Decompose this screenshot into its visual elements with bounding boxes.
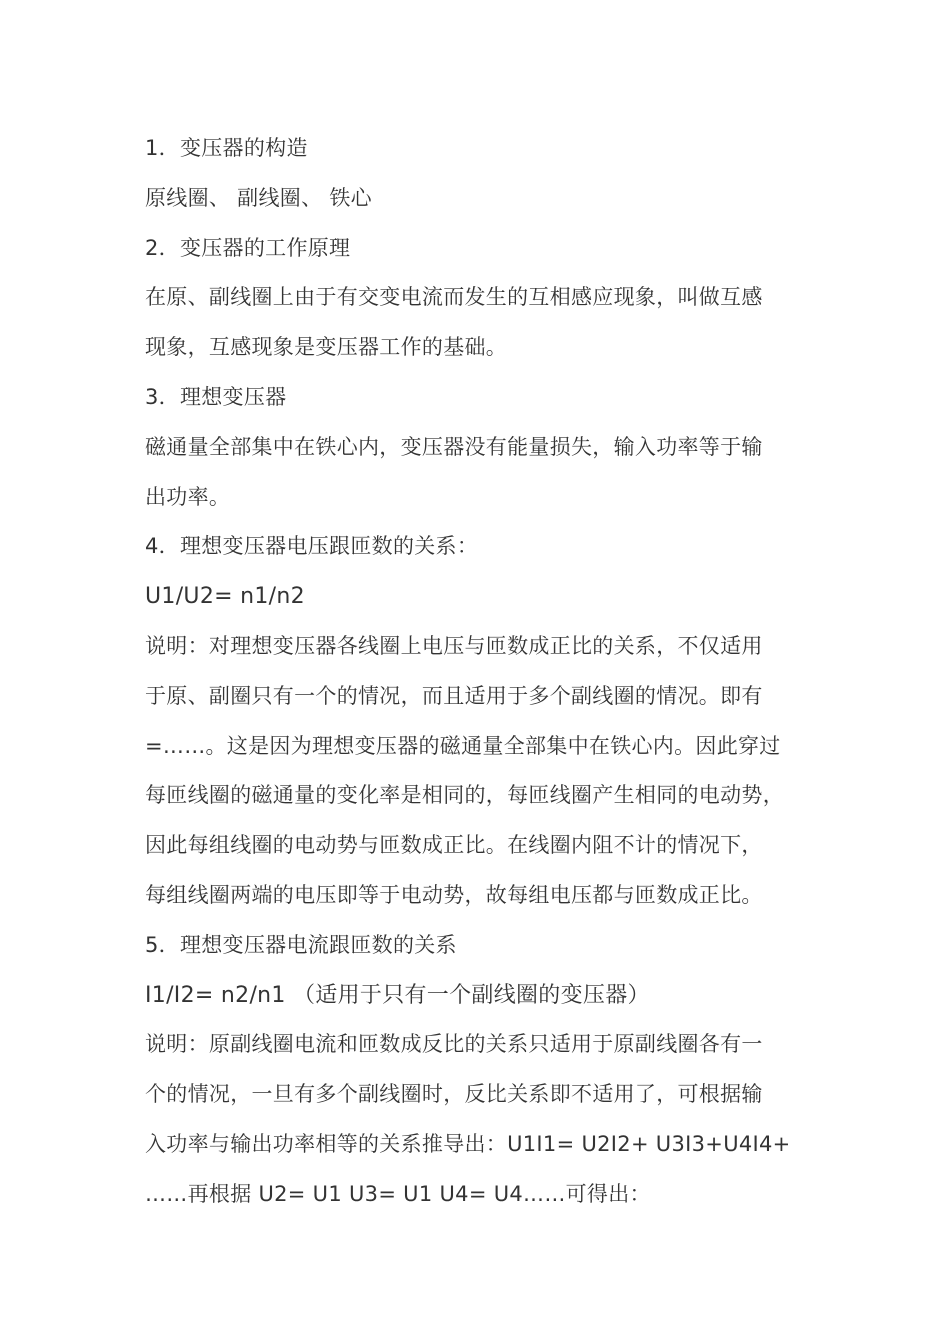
paragraph-line: ……再根据 U2= U1 U3= U1 U4= U4……可得出： [145, 1181, 651, 1206]
section-heading-current-ratio: 5．理想变压器电流跟匝数的关系 [145, 932, 457, 957]
paragraph-line: 每匝线圈的磁通量的变化率是相同的，每匝线圈产生相同的电动势， [145, 783, 784, 808]
paragraph-line: 因此每组线圈的电动势与匝数成正比。在线圈内阻不计的情况下， [145, 833, 763, 858]
paragraph-line: 说明：对理想变压器各线圈上电压与匝数成正比的关系，不仅适用 [145, 633, 763, 658]
paragraph-line: 出功率。 [145, 484, 231, 509]
paragraph-line: =……。这是因为理想变压器的磁通量全部集中在铁心内。因此穿过 [145, 733, 781, 758]
section-heading-construction: 1．变压器的构造 [145, 136, 308, 160]
paragraph-line: 个的情况，一旦有多个副线圈时，反比关系即不适用了，可根据输 [145, 1082, 763, 1107]
paragraph-line: 现象，互感现象是变压器工作的基础。 [145, 335, 508, 360]
current-formula: I1/I2= n2/n1 （适用于只有一个副线圈的变压器） [145, 982, 650, 1008]
voltage-formula: U1/U2= n1/n2 [145, 584, 305, 610]
paragraph-line: 在原、副线圈上由于有交变电流而发生的互相感应现象，叫做互感 [145, 285, 763, 310]
document-page [145, 124, 815, 1220]
paragraph-line: 每组线圈两端的电压即等于电动势，故每组电压都与匝数成正比。 [145, 882, 763, 907]
section-heading-principle: 2．变压器的工作原理 [145, 235, 351, 260]
section-heading-ideal-transformer: 3．理想变压器 [145, 384, 287, 409]
paragraph-line: 磁通量全部集中在铁心内，变压器没有能量损失，输入功率等于输 [145, 434, 763, 459]
section-heading-voltage-ratio: 4．理想变压器电压跟匝数的关系： [145, 534, 479, 559]
paragraph-line: 原线圈、 副线圈、 铁心 [145, 185, 372, 210]
paragraph-line: 入功率与输出功率相等的关系推导出：U1I1= U2I2+ U3I3+U4I4+ [145, 1131, 791, 1156]
paragraph-line: 于原、副圈只有一个的情况，而且适用于多个副线圈的情况。即有 [145, 683, 763, 708]
paragraph-line: 说明：原副线圈电流和匝数成反比的关系只适用于原副线圈各有一 [145, 1032, 763, 1057]
